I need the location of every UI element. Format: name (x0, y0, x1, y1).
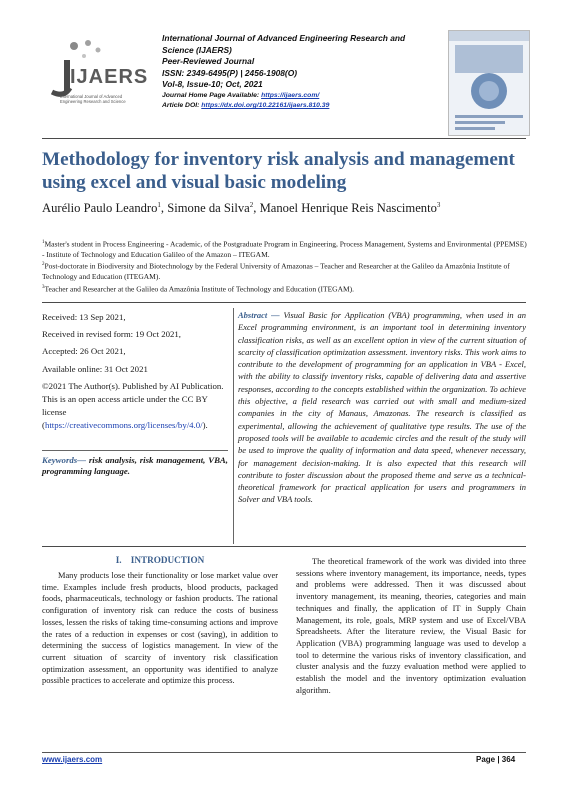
homepage-line: Journal Home Page Available: https://ijaers.com/ (162, 91, 320, 99)
keywords-divider (42, 450, 228, 451)
intro-paragraph-2: The theoretical framework of the work was divided into three sessions where inventory management, its importance, needs, types and problems were addressed. Then it was discussed about inventory management, its meaning, theories, categories and main techniques and finally, the application of IT in Supply Chain Management, its role, goals, MRP system and use of Excel/VBA Spreadsheets. After the literature review, the Visual Basic for Application (VBA) programming language was used to develop a tool to determine the various risks of inventory classification, and cluster analysis and the fuzzy evaluation method were applied to establish the model and the inventory optimization evaluation algorithm. (296, 557, 526, 695)
affiliation-2: $^2$Post-doctorate in Biodiversity and Biotechnology by the Federal University of Amazonas – Teacher and Researcher at the Galileo da Amazônia Institute of Technology and Education (ITEGAM). (42, 261, 510, 282)
license-link[interactable]: https://creativecommons.org/licenses/by/4.0/ (44, 420, 203, 431)
journal-cover-image (448, 30, 530, 136)
abstract (238, 309, 526, 506)
affiliation-divider (42, 302, 526, 303)
received-date: Received: 13 Sep 2021, (42, 312, 126, 322)
homepage-link[interactable]: https://ijaers.com/ (261, 91, 320, 99)
header-divider (42, 138, 526, 139)
doi-line: Article DOI: https://dx.doi.org/10.22161/ijaers.810.39 (162, 101, 330, 109)
logo-subtitle: International Journal of Advanced Engineering Research and Science (60, 94, 126, 104)
issn: ISSN: 2349-6495(P) | 2456-1908(O) (162, 67, 298, 78)
author-1: Aurélio Paulo Leandro (42, 201, 158, 216)
affiliation-3: $^3$Teacher and Researcher at the Galileo da Amazônia Institute of Technology and Education (ITEGAM). (42, 284, 355, 294)
revised-date: Received in revised form: 19 Oct 2021, (42, 329, 182, 340)
copyright-notice: ©2021 The Author(s). Published by AI Publication. This is an open access article under the CC BY license (https://creativecommons.org/licenses/by/4.0/). (42, 380, 224, 431)
intro-paragraph-1: Many products lose their functionality or lose market value over time. Examples include fresh products, blood products, packaged foods, pharmaceuticals, technology or fashion products. The rational configuration of inventory risk can reduce the costs of business losses, lessen the risks of taking time-consuming actions and improve the rates of a reduction in expenses or cost (saving), in addition to determining the success of logistics management. In view of the current situation of scarcity of inventory risk classification optimization assessment, an opportunity was identified to analyze possible practices to accelerate and optimize this process. (42, 571, 278, 686)
keywords-label: Keywords— (42, 455, 86, 465)
abstract-label: Abstract — (238, 310, 280, 320)
author-list: Aurélio Paulo Leandro$^1$, Simone da Silva$^2$, Manoel Henrique Reis Nascimento$^3$ (42, 201, 441, 216)
paper-title: Methodology for inventory risk analysis and management using excel and visual basic modeling (42, 149, 515, 193)
journal-header (162, 33, 432, 111)
section-heading-introduction: I. INTRODUCTION (115, 555, 205, 565)
journal-name: International Journal of Advanced Engineering Research and Science (IJAERS) (162, 33, 406, 55)
peer-reviewed: Peer-Reviewed Journal (162, 56, 255, 67)
keywords (42, 455, 228, 477)
affiliations (42, 238, 528, 295)
page-number: Page | 364 (476, 755, 516, 764)
online-date: Available online: 31 Oct 2021 (42, 363, 148, 374)
intro-right-column (296, 556, 526, 696)
logo-text: IJAERS (70, 66, 149, 88)
column-divider (233, 308, 234, 544)
affiliation-1: $^1$Master's student in Process Engineering - Academic, of the Postgraduate Program in Engineering, Process Management, Systems and Environmental (PPEMSE) - Institute of Technology and Education Galileo of the Amazon – ITEGAM. (42, 239, 527, 259)
accepted-date: Accepted: 26 Oct 2021, (42, 346, 126, 357)
volume: Vol-8, Issue-10; Oct, 2021 (162, 79, 263, 90)
author-3: Manoel Henrique Reis Nascimento (259, 201, 437, 216)
doi-link[interactable]: https://dx.doi.org/10.22161/ijaers.810.39 (201, 101, 330, 109)
footer-divider (42, 752, 526, 753)
abstract-divider (42, 546, 526, 547)
keywords-text: risk analysis, risk management, VBA, programming language. (42, 455, 229, 476)
author-2: Simone da Silva (167, 201, 250, 216)
article-info (42, 311, 228, 433)
abstract-text: Visual Basic for Application (VBA) programming, when used in an Excel programming environment, is an important tool in determining inventory classification risks, as well as an excellent option in view of the current situation of scarcity of classification optimization assessment. inventory risks. This work aims to contribute to the development of programming for an application in VBA - Excel, with the ability to classify inventory risks, capable of delivering data and assertive responses, according to the concepts established within the organization. To achieve this objective, a field research was carried out with small and medium-sized companies in the city of Manaus, Amazonas. The research is classified as experimental, allowing the achievement of qualitative type results. The use of the proposed tools will be available to academic circles and the result of the study will be used to improve the quality of information and data speed, whenever necessary, for management decision-making. It is also expected that this research will contribute to foster discussion about the proposed theme and serve as a technical-theoretical framework for practical application for users and programmers in Solver and VBA tools. (238, 310, 527, 505)
footer-site-link[interactable]: www.ijaers.com (42, 755, 103, 764)
intro-left-column (42, 570, 278, 687)
